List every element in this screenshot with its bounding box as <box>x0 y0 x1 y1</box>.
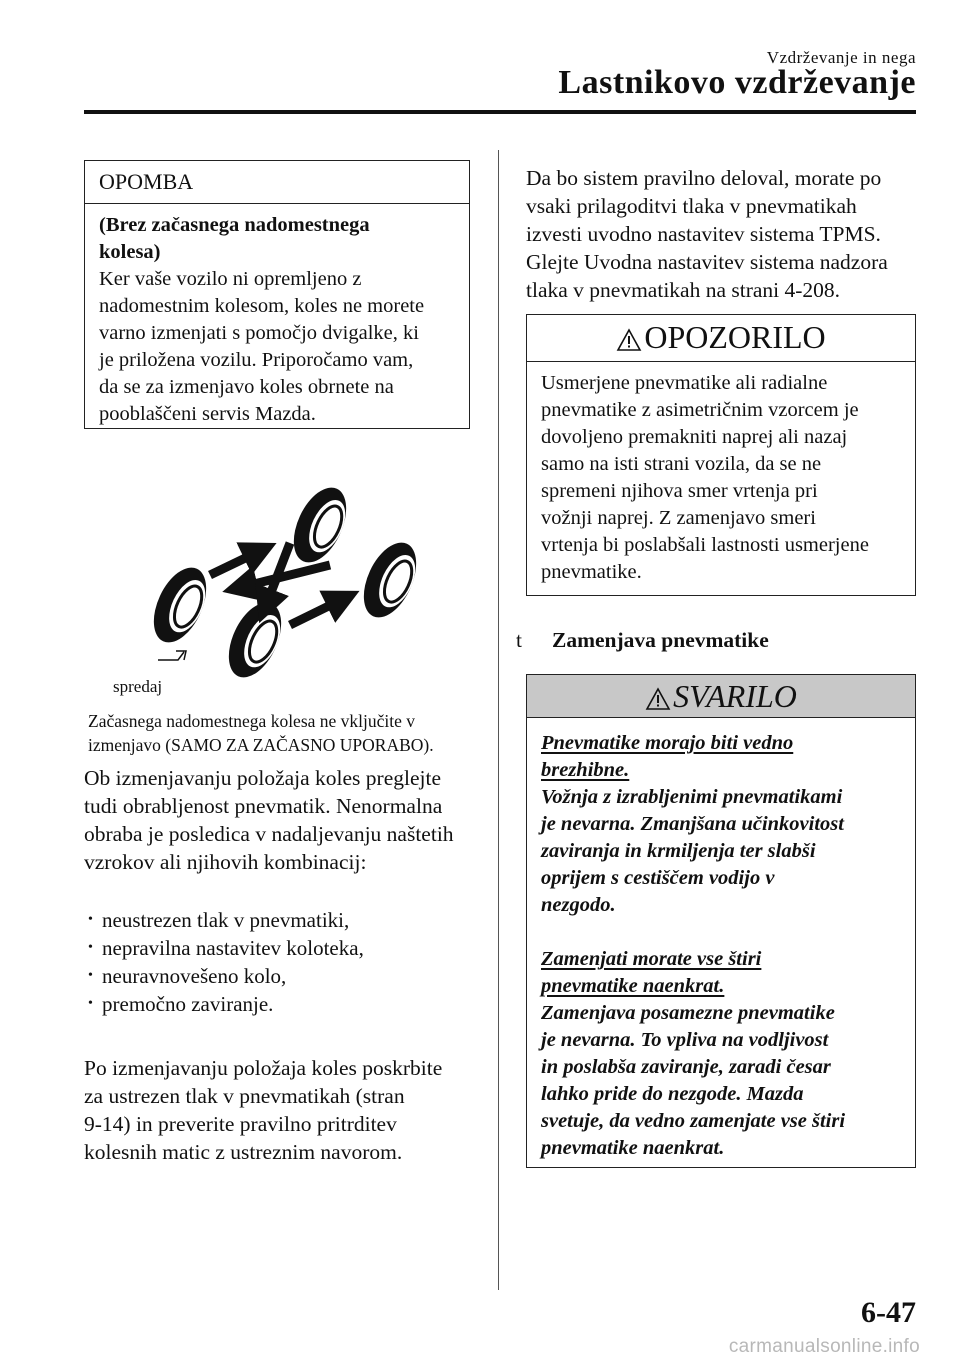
warning-triangle-icon <box>616 328 642 352</box>
note-line: je priložena vozilu. Priporočamo vam, <box>99 349 414 371</box>
caution-line: svetuje, da vedno zamenjate vse štiri <box>541 1110 846 1132</box>
rear-right-tire <box>353 534 427 625</box>
caution-line: in poslabša zaviranje, zaradi česar <box>541 1056 831 1078</box>
paragraph-line: Glejte Uvodna nastavitev sistema nadzora <box>526 250 888 274</box>
paragraph-line: Po izmenjavanju položaja koles poskrbite <box>84 1056 443 1080</box>
warning-line: vrtenja bi poslabšali lastnosti usmerjene <box>541 534 869 556</box>
rear-left-tire <box>143 559 217 650</box>
list-item: • neuravnovešeno kolo, <box>88 964 287 988</box>
note-line: da se za izmenjavo koles obrnete na <box>99 376 394 398</box>
tire-wear-paragraph <box>84 764 484 876</box>
front-indicator-icon <box>158 651 186 660</box>
section-title: Zamenjava pnevmatike <box>552 628 769 652</box>
bullet-icon: • <box>88 912 93 927</box>
bullet-icon: • <box>88 940 93 955</box>
bullet-icon: • <box>88 996 93 1011</box>
figure-caption <box>88 709 488 757</box>
paragraph-line: 9-14) in preverite pravilno pritrditev <box>84 1112 397 1136</box>
caution-line: zaviranja in krmiljenja ter slabši <box>541 840 816 862</box>
paragraph-line: tudi obrabljenost pnevmatik. Nenormalna <box>84 794 443 818</box>
caution-heading: SVARILO <box>527 675 915 718</box>
watermark: carmanualsonline.info <box>728 1336 920 1357</box>
bullet-icon: • <box>88 968 93 983</box>
paragraph-line: vsaki prilagoditvi tlaka v pnevmatikah <box>526 194 857 218</box>
warning-line: vožnji naprej. Z zamenjavo smeri <box>541 507 816 529</box>
caution-emphasis-line: Pnevmatike morajo biti vedno <box>541 732 794 754</box>
wear-causes-list <box>84 906 484 1018</box>
note-line: pooblaščeni servis Mazda. <box>99 403 316 425</box>
warning-heading: OPOZORILO <box>527 315 915 362</box>
note-line: varno izmenjati s pomočjo dvigalke, ki <box>99 322 419 344</box>
caution-line: oprijem s cestiščem vodijo v <box>541 867 775 889</box>
list-item: • nepravilna nastavitev koloteka, <box>88 936 364 960</box>
caution-line: Vožnja z izrabljenimi pnevmatikami <box>541 786 843 808</box>
section-marker: t <box>516 628 522 652</box>
warning-line: samo na isti strani vozila, da se ne <box>541 453 822 475</box>
note-line: Ker vaše vozilo ni opremljeno z <box>99 268 362 290</box>
paragraph-line: tlaka v pnevmatikah na strani 4-208. <box>526 278 841 302</box>
warning-line: Usmerjene pnevmatike ali radialne <box>541 372 828 394</box>
note-bold-line: (Brez začasnega nadomestnega <box>99 214 370 236</box>
caution-line: Zamenjava posamezne pnevmatike <box>541 1002 835 1024</box>
paragraph-line: Ob izmenjavanju položaja koles preglejte <box>84 766 442 790</box>
note-line: nadomestnim kolesom, koles ne morete <box>99 295 425 317</box>
header-rule <box>84 110 916 114</box>
tire-rotation-diagram <box>100 480 460 705</box>
front-label: spredaj <box>113 677 163 696</box>
warning-box <box>526 314 916 596</box>
caution-emphasis-line: Zamenjati morate vse štiri <box>541 948 762 970</box>
caption-line: izmenjavo (SAMO ZA ZAČASNO UPORABO). <box>88 735 434 755</box>
caution-line: je nevarna. To vpliva na vodljivost <box>541 1029 829 1051</box>
list-item: • neustrezen tlak v pnevmatiki, <box>88 908 350 932</box>
section-heading <box>516 628 769 653</box>
caution-line: pnevmatike naenkrat. <box>541 1137 725 1159</box>
chapter-title: Lastnikovo vzdrževanje <box>558 64 916 101</box>
paragraph-line: kolesnih matic z ustreznim navorom. <box>84 1140 403 1164</box>
front-left-tire <box>218 594 292 685</box>
caution-body <box>527 718 915 1162</box>
rotation-arrow <box>290 598 345 625</box>
caution-emphasis-line: brezhibne. <box>541 759 630 781</box>
column-divider <box>498 150 499 1290</box>
caution-line: nezgodo. <box>541 894 616 916</box>
note-heading: OPOMBA <box>85 161 469 204</box>
note-box <box>84 160 470 429</box>
paragraph-line: za ustrezen tlak v pnevmatikah (stran <box>84 1084 405 1108</box>
tpms-paragraph <box>526 164 918 304</box>
caution-emphasis-line: pnevmatike naenkrat. <box>541 975 725 997</box>
caution-triangle-icon <box>645 687 671 711</box>
warning-line: spremeni njihova smer vrtenja pri <box>541 480 818 502</box>
paragraph-line: Da bo sistem pravilno deloval, morate po <box>526 166 882 190</box>
after-rotation-paragraph <box>84 1054 484 1166</box>
chapter-subtitle: Vzdrževanje in nega <box>766 48 916 67</box>
list-item: • premočno zaviranje. <box>88 992 274 1016</box>
caution-line: lahko pride do nezgode. Mazda <box>541 1083 804 1105</box>
paragraph-gap <box>541 919 901 946</box>
paragraph-line: obraba je posledica v nadaljevanju naštetih <box>84 822 454 846</box>
paragraph-line: izvesti uvodno nastavitev sistema TPMS. <box>526 222 881 246</box>
note-body <box>85 204 469 428</box>
paragraph-line: vzrokov ali njihovih kombinacij: <box>84 850 367 874</box>
warning-line: pnevmatike. <box>541 561 642 583</box>
caption-line: Začasnega nadomestnega kolesa ne vključite v <box>88 711 416 731</box>
front-right-tire <box>283 480 357 571</box>
warning-line: dovoljeno premakniti naprej ali nazaj <box>541 426 848 448</box>
warning-line: pnevmatike z asimetričnim vzorcem je <box>541 399 859 421</box>
rotation-arrow <box>210 550 262 575</box>
caution-line: je nevarna. Zmanjšana učinkovitost <box>541 813 844 835</box>
caution-box <box>526 674 916 1168</box>
page-number: 6-47 <box>861 1296 916 1329</box>
warning-body <box>527 362 915 586</box>
note-bold-line: kolesa) <box>99 241 161 263</box>
